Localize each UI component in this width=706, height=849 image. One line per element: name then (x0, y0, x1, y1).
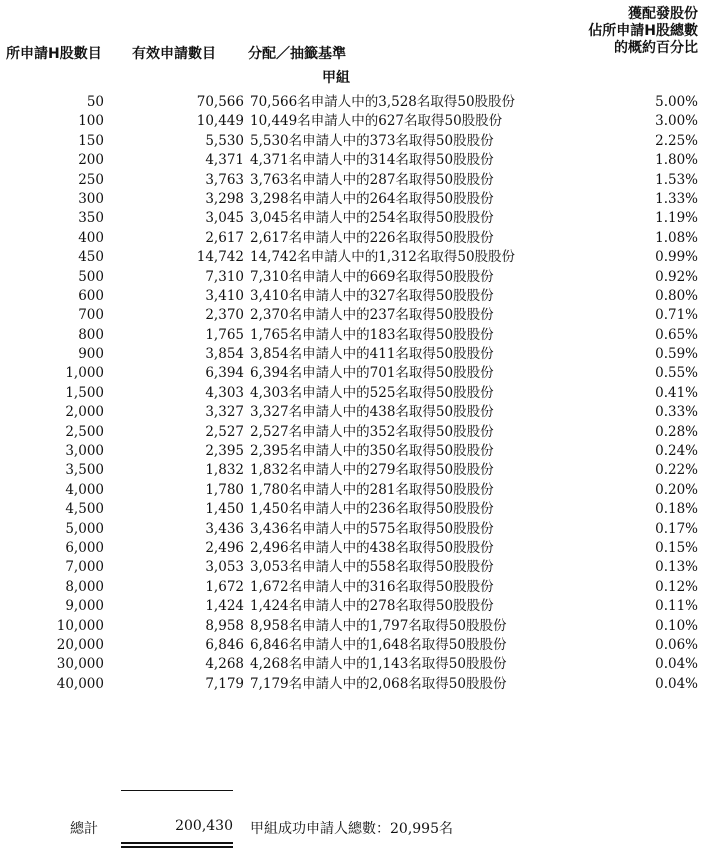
table-row (0, 539, 706, 558)
cell-shares-applied: 200 (78, 152, 104, 169)
cell-shares-applied: 6,000 (65, 539, 104, 556)
table-row (0, 403, 706, 422)
cell-approx-percentage: 5.00% (655, 94, 698, 110)
cell-allocation-basis: 2,617名申請人中的226名取得50股股份 (250, 229, 494, 246)
cell-valid-applications: 1,780 (205, 481, 244, 498)
cell-approx-percentage: 0.04% (655, 656, 698, 673)
cell-allocation-basis: 1,765名申請人中的183名取得50股股份 (250, 326, 494, 343)
cell-shares-applied: 3,000 (65, 443, 104, 460)
cell-allocation-basis: 2,496名申請人中的438名取得50股股份 (250, 539, 494, 556)
cell-valid-applications: 7,179 (205, 675, 244, 692)
cell-shares-applied: 30,000 (56, 656, 104, 673)
cell-valid-applications: 4,371 (205, 152, 244, 169)
table-row (0, 500, 706, 519)
table-row (0, 578, 706, 597)
table-row (0, 558, 706, 577)
cell-valid-applications: 3,298 (205, 190, 244, 207)
cell-approx-percentage: 1.08% (655, 229, 698, 246)
cell-valid-applications: 6,394 (205, 365, 244, 382)
table-row (0, 190, 706, 209)
table-row (0, 93, 706, 112)
table-row (0, 306, 706, 325)
cell-allocation-basis: 5,530名申請人中的373名取得50股股份 (250, 132, 494, 149)
cell-approx-percentage: 0.04% (655, 675, 698, 692)
header-allocation-basis: 分配／抽籤基準 (248, 46, 346, 62)
cell-approx-percentage: 0.65% (655, 326, 698, 343)
cell-shares-applied: 40,000 (56, 675, 104, 692)
total-rule-double-2 (121, 846, 233, 848)
cell-valid-applications: 8,958 (205, 617, 244, 634)
cell-allocation-basis: 7,179名申請人中的2,068名取得50股股份 (250, 675, 507, 692)
cell-shares-applied: 10,000 (56, 617, 104, 634)
cell-allocation-basis: 2,527名申請人中的352名取得50股股份 (250, 423, 494, 440)
table-row (0, 597, 706, 616)
cell-shares-applied: 250 (78, 171, 104, 188)
cell-allocation-basis: 10,449名申請人中的627名取得50股股份 (250, 113, 503, 130)
cell-shares-applied: 800 (78, 326, 104, 343)
cell-allocation-basis: 7,310名申請人中的669名取得50股股份 (250, 268, 494, 285)
table-row (0, 617, 706, 636)
cell-approx-percentage: 0.80% (655, 287, 698, 304)
cell-shares-applied: 350 (78, 210, 104, 227)
cell-shares-applied: 50 (86, 94, 104, 110)
cell-approx-percentage: 1.80% (655, 152, 698, 169)
cell-allocation-basis: 70,566名申請人中的3,528名取得50股股份 (250, 94, 516, 110)
header-approx-percentage (588, 6, 698, 57)
cell-allocation-basis: 3,410名申請人中的327名取得50股股份 (250, 287, 494, 304)
total-label: 總計 (70, 821, 98, 837)
cell-valid-applications: 3,410 (205, 287, 244, 304)
table-row (0, 442, 706, 461)
cell-valid-applications: 3,436 (205, 520, 244, 537)
cell-approx-percentage: 0.55% (655, 365, 698, 382)
total-value: 200,430 (175, 818, 233, 834)
cell-valid-applications: 1,765 (205, 326, 244, 343)
cell-approx-percentage: 1.19% (655, 210, 698, 227)
cell-approx-percentage: 0.59% (655, 346, 698, 363)
cell-shares-applied: 450 (78, 249, 104, 266)
cell-approx-percentage: 0.41% (655, 384, 698, 401)
cell-valid-applications: 2,496 (205, 539, 244, 556)
cell-valid-applications: 3,854 (205, 346, 244, 363)
table-row (0, 112, 706, 131)
cell-allocation-basis: 1,424名申請人中的278名取得50股股份 (250, 598, 494, 615)
table-row (0, 345, 706, 364)
cell-valid-applications: 2,527 (205, 423, 244, 440)
cell-shares-applied: 900 (78, 346, 104, 363)
cell-shares-applied: 8,000 (65, 578, 104, 595)
cell-allocation-basis: 2,395名申請人中的350名取得50股股份 (250, 443, 494, 460)
cell-valid-applications: 2,617 (205, 229, 244, 246)
total-note: 甲組成功申請人總數：20,995名 (250, 821, 453, 837)
cell-shares-applied: 1,500 (65, 384, 104, 401)
cell-valid-applications: 3,045 (205, 210, 244, 227)
cell-allocation-basis: 4,268名申請人中的1,143名取得50股股份 (250, 656, 507, 673)
cell-approx-percentage: 0.17% (655, 520, 698, 537)
table-row (0, 171, 706, 190)
header-pct-line-3: 的概約百分比 (614, 40, 698, 56)
header-pct-line-1: 獲配發股份 (628, 6, 698, 22)
table-row (0, 655, 706, 674)
cell-shares-applied: 20,000 (56, 636, 104, 653)
cell-valid-applications: 1,450 (205, 501, 244, 518)
cell-shares-applied: 3,500 (65, 462, 104, 479)
cell-allocation-basis: 8,958名申請人中的1,797名取得50股股份 (250, 617, 507, 634)
cell-allocation-basis: 4,303名申請人中的525名取得50股股份 (250, 384, 494, 401)
cell-approx-percentage: 0.13% (655, 559, 698, 576)
cell-shares-applied: 7,000 (65, 559, 104, 576)
cell-approx-percentage: 0.33% (655, 404, 698, 421)
total-rule-double-1 (121, 842, 233, 844)
cell-shares-applied: 4,000 (65, 481, 104, 498)
cell-shares-applied: 400 (78, 229, 104, 246)
cell-allocation-basis: 3,298名申請人中的264名取得50股股份 (250, 190, 494, 207)
cell-approx-percentage: 0.15% (655, 539, 698, 556)
table-row (0, 287, 706, 306)
cell-approx-percentage: 0.92% (655, 268, 698, 285)
table-row (0, 481, 706, 500)
table-row (0, 132, 706, 151)
table-row (0, 520, 706, 539)
table-row (0, 209, 706, 228)
cell-valid-applications: 14,742 (196, 249, 244, 266)
cell-shares-applied: 1,000 (65, 365, 104, 382)
cell-approx-percentage: 2.25% (655, 132, 698, 149)
header-shares-applied: 所申請H股數目 (6, 46, 102, 62)
cell-valid-applications: 5,530 (205, 132, 244, 149)
cell-valid-applications: 1,672 (205, 578, 244, 595)
cell-approx-percentage: 3.00% (655, 113, 698, 130)
cell-shares-applied: 100 (78, 113, 104, 130)
table-row (0, 423, 706, 442)
cell-allocation-basis: 14,742名申請人中的1,312名取得50股股份 (250, 249, 516, 266)
cell-shares-applied: 9,000 (65, 598, 104, 615)
cell-allocation-basis: 1,672名申請人中的316名取得50股股份 (250, 578, 494, 595)
cell-valid-applications: 2,370 (205, 307, 244, 324)
cell-allocation-basis: 1,780名申請人中的281名取得50股股份 (250, 481, 494, 498)
cell-allocation-basis: 3,045名申請人中的254名取得50股股份 (250, 210, 494, 227)
cell-allocation-basis: 6,394名申請人中的701名取得50股股份 (250, 365, 494, 382)
table-row (0, 326, 706, 345)
cell-approx-percentage: 0.06% (655, 636, 698, 653)
cell-valid-applications: 1,424 (205, 598, 244, 615)
cell-valid-applications: 3,763 (205, 171, 244, 188)
cell-allocation-basis: 2,370名申請人中的237名取得50股股份 (250, 307, 494, 324)
cell-approx-percentage: 0.71% (655, 307, 698, 324)
header-valid-applications: 有效申請數目 (132, 46, 216, 62)
cell-approx-percentage: 0.18% (655, 501, 698, 518)
cell-approx-percentage: 0.28% (655, 423, 698, 440)
table-row (0, 229, 706, 248)
cell-valid-applications: 3,053 (205, 559, 244, 576)
cell-shares-applied: 700 (78, 307, 104, 324)
cell-valid-applications: 4,268 (205, 656, 244, 673)
cell-allocation-basis: 3,053名申請人中的558名取得50股股份 (250, 559, 494, 576)
cell-approx-percentage: 1.53% (655, 171, 698, 188)
cell-approx-percentage: 0.20% (655, 481, 698, 498)
cell-approx-percentage: 1.33% (655, 190, 698, 207)
total-rule-top (121, 790, 233, 791)
cell-shares-applied: 500 (78, 268, 104, 285)
cell-shares-applied: 2,000 (65, 404, 104, 421)
table-row (0, 364, 706, 383)
cell-shares-applied: 2,500 (65, 423, 104, 440)
cell-valid-applications: 2,395 (205, 443, 244, 460)
cell-allocation-basis: 3,763名申請人中的287名取得50股股份 (250, 171, 494, 188)
cell-approx-percentage: 0.22% (655, 462, 698, 479)
cell-shares-applied: 5,000 (65, 520, 104, 537)
cell-shares-applied: 150 (78, 132, 104, 149)
cell-shares-applied: 4,500 (65, 501, 104, 518)
cell-valid-applications: 3,327 (205, 404, 244, 421)
cell-shares-applied: 600 (78, 287, 104, 304)
cell-allocation-basis: 1,832名申請人中的279名取得50股股份 (250, 462, 494, 479)
cell-valid-applications: 6,846 (205, 636, 244, 653)
table-row (0, 636, 706, 655)
cell-valid-applications: 1,832 (205, 462, 244, 479)
cell-allocation-basis: 3,854名申請人中的411名取得50股股份 (250, 346, 494, 363)
table-row (0, 268, 706, 287)
cell-approx-percentage: 0.11% (655, 598, 698, 615)
cell-approx-percentage: 0.12% (655, 578, 698, 595)
table-row (0, 384, 706, 403)
cell-approx-percentage: 0.99% (655, 249, 698, 266)
table-body (0, 93, 706, 694)
cell-valid-applications: 10,449 (196, 113, 244, 130)
cell-allocation-basis: 1,450名申請人中的236名取得50股股份 (250, 501, 494, 518)
table-row (0, 675, 706, 694)
cell-approx-percentage: 0.10% (655, 617, 698, 634)
table-row (0, 248, 706, 267)
table-row (0, 151, 706, 170)
table-row (0, 461, 706, 480)
cell-valid-applications: 4,303 (205, 384, 244, 401)
cell-allocation-basis: 6,846名申請人中的1,648名取得50股股份 (250, 636, 507, 653)
cell-approx-percentage: 0.24% (655, 443, 698, 460)
header-pct-line-2: 佔所申請H股總數 (588, 23, 698, 39)
cell-valid-applications: 70,566 (196, 94, 244, 110)
cell-valid-applications: 7,310 (205, 268, 244, 285)
cell-allocation-basis: 3,436名申請人中的575名取得50股股份 (250, 520, 494, 537)
header-group-a: 甲組 (322, 70, 350, 86)
cell-allocation-basis: 3,327名申請人中的438名取得50股股份 (250, 404, 494, 421)
cell-allocation-basis: 4,371名申請人中的314名取得50股股份 (250, 152, 494, 169)
cell-shares-applied: 300 (78, 190, 104, 207)
